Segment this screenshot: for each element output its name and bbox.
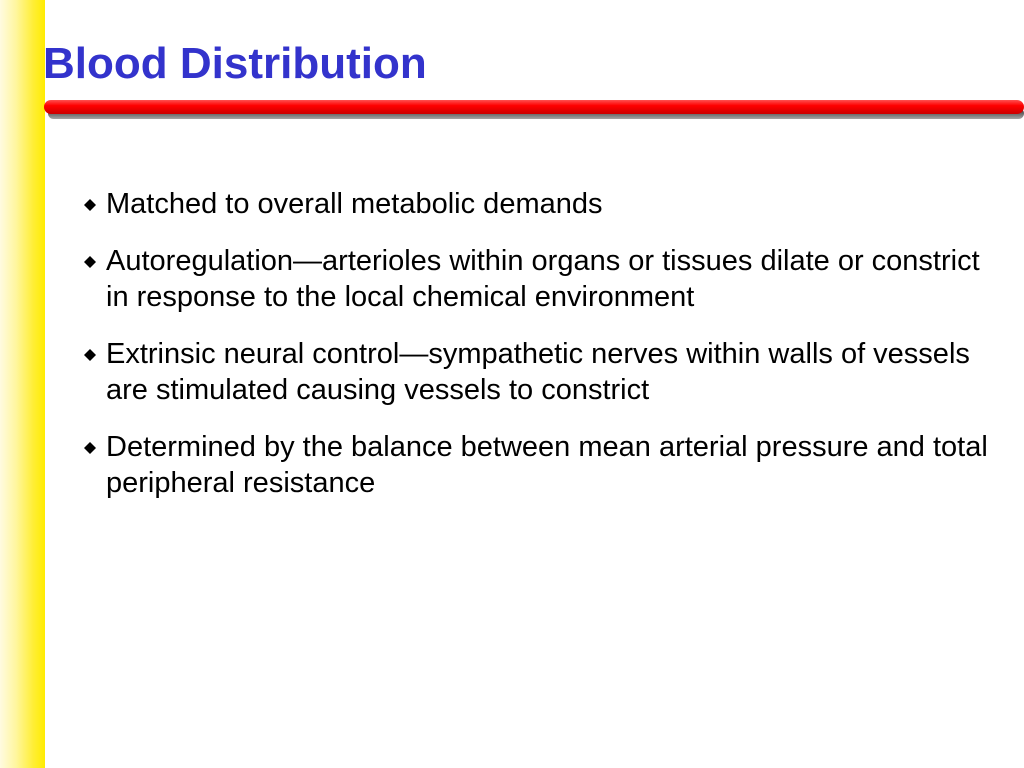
diamond-bullet-icon xyxy=(84,442,96,454)
title-underline-red xyxy=(44,100,1024,114)
bullet-item xyxy=(80,186,1000,222)
bullet-item xyxy=(80,243,1000,315)
diamond-bullet-icon xyxy=(84,256,96,268)
title-underline xyxy=(44,98,1024,122)
bullet-text: Extrinsic neural control—sympathetic nerves within walls of vessels are stimulated causing vessels to constrict xyxy=(106,338,970,406)
bullet-list xyxy=(80,186,1000,522)
diamond-bullet-icon xyxy=(84,349,96,361)
diamond-bullet-icon xyxy=(84,199,96,211)
bullet-item xyxy=(80,336,1000,408)
left-gradient-bar xyxy=(0,0,45,768)
bullet-text: Matched to overall metabolic demands xyxy=(106,188,603,220)
bullet-text: Autoregulation—arterioles within organs or tissues dilate or constrict in response to the local chemical environment xyxy=(106,245,980,313)
bullet-item xyxy=(80,429,1000,501)
bullet-text: Determined by the balance between mean arterial pressure and total peripheral resistance xyxy=(106,431,988,499)
slide-title: Blood Distribution xyxy=(43,39,427,88)
